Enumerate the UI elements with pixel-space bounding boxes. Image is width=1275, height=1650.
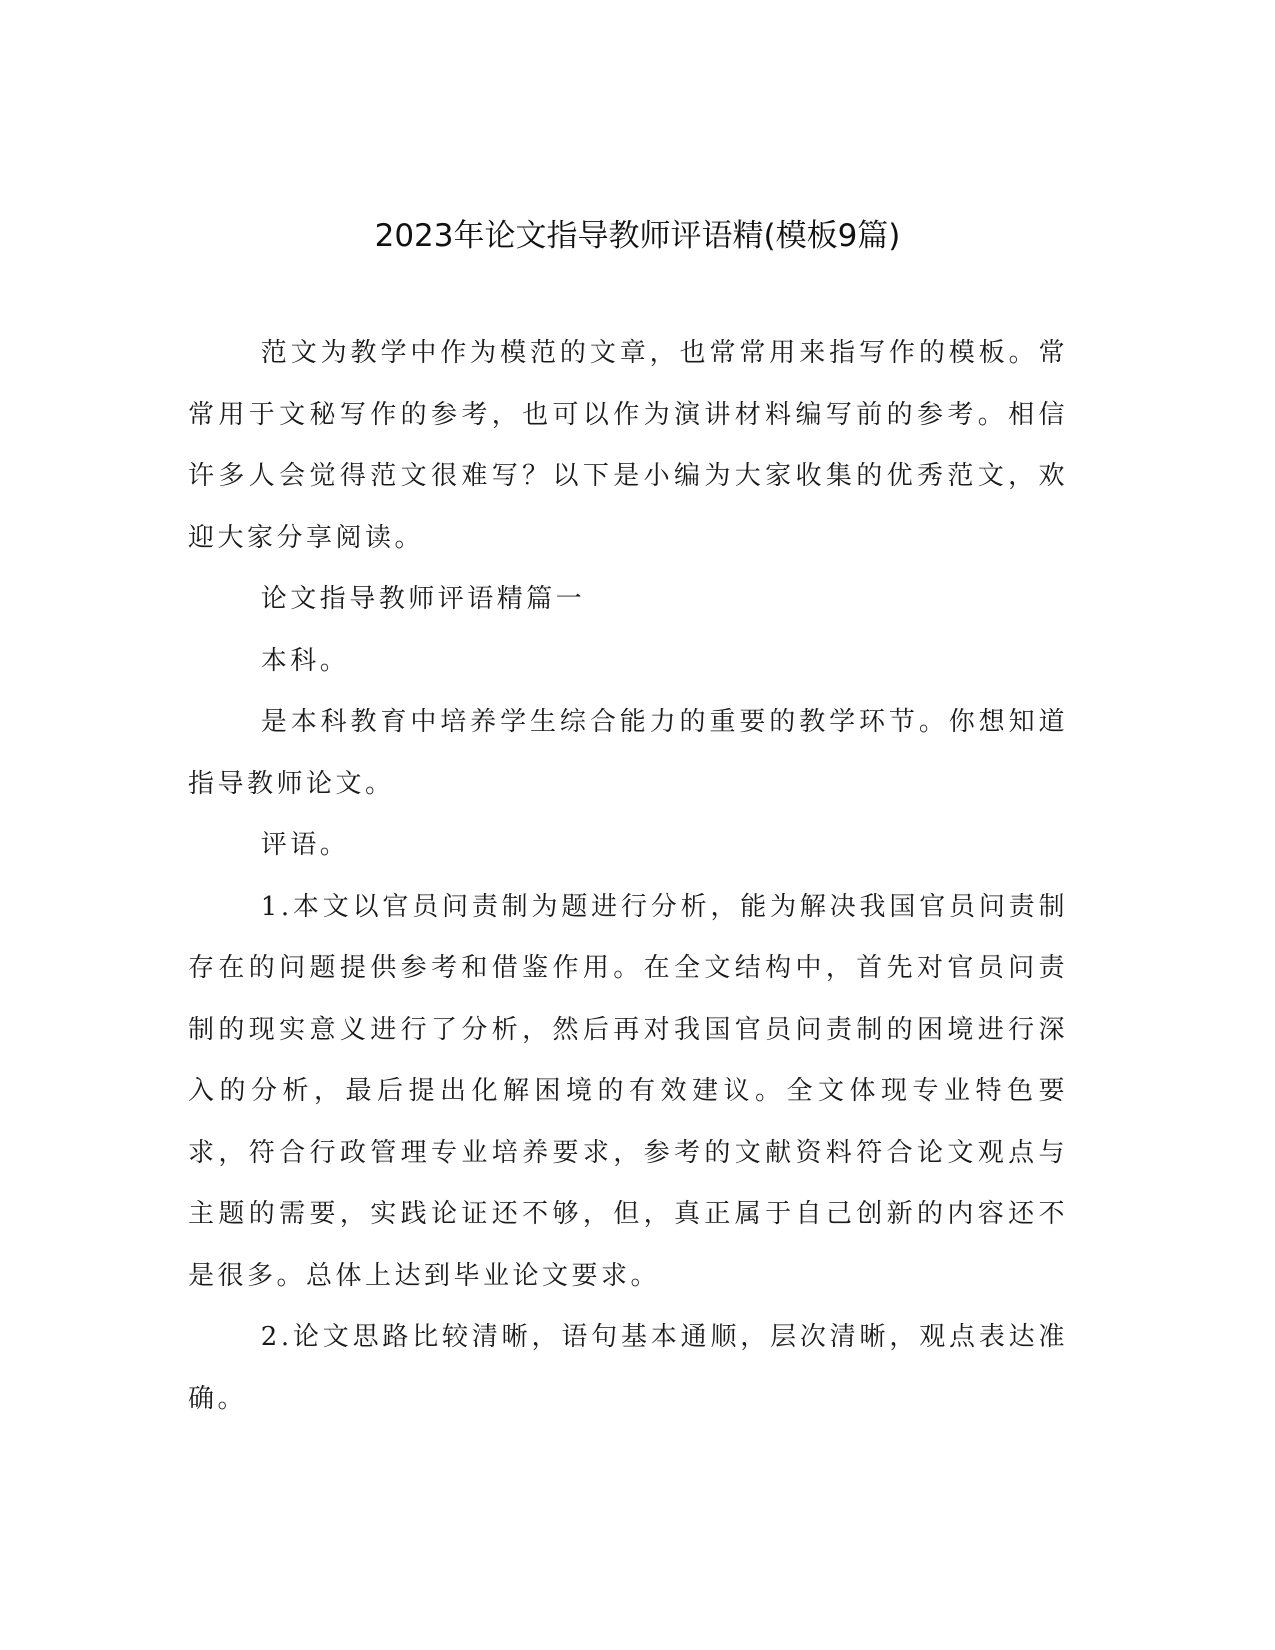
comment-paragraph-2: 2.论文思路比较清晰，语句基本通顺，层次清晰，观点表达准确。 [188,1322,1068,1414]
section-heading: 论文指导教师评语精篇一 [260,584,586,614]
document-title: 2023年论文指导教师评语精(模板9篇) [374,218,901,254]
body-paragraph: 评语。 [260,830,350,860]
body-paragraph: 是本科教育中培养学生综合能力的重要的教学环节。你想知道指导教师论文。 [188,707,1068,799]
intro-paragraph: 范文为教学中作为模范的文章，也常常用来指写作的模板。常常用于文秘写作的参考，也可以作为演讲材料编写前的参考。相信许多人会觉得范文很难写？以下是小编为大家收集的优秀范文，欢迎大家分享阅读。 [188,338,1068,553]
comment-paragraph-1: 1.本文以官员问责制为题进行分析，能为解决我国官员问责制存在的问题提供参考和借鉴作用。在全文结构中，首先对官员问责制的现实意义进行了分析，然后再对我国官员问责制的困境进行深入的分析，最后提出化解困境的有效建议。全文体现专业特色要求，符合行政管理专业培养要求，参考的文献资料符合论文观点与主题的需要，实践论证还不够，但，真正属于自己创新的内容还不是很多。总体上达到毕业论文要求。 [188,891,1068,1291]
document-body [188,323,1068,1430]
body-paragraph: 本科。 [260,645,350,676]
